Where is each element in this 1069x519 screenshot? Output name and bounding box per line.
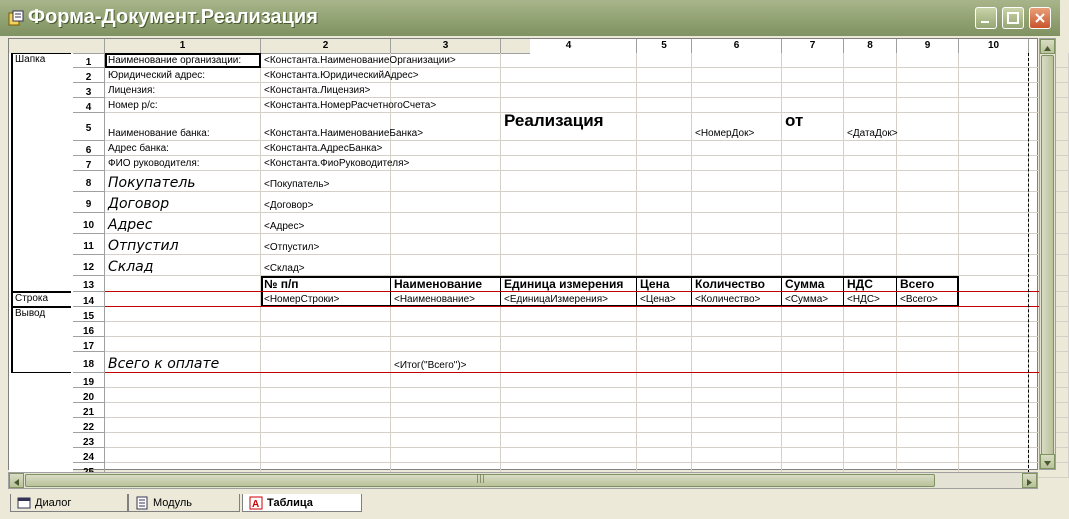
arrow-right-icon [1023, 476, 1036, 489]
cell-r10c1[interactable]: Адрес [108, 217, 153, 233]
grid-hline [105, 254, 1069, 255]
section-output[interactable]: Вывод [11, 307, 71, 373]
minimize-icon [979, 11, 993, 25]
row-header-4[interactable]: 4 [73, 98, 105, 113]
cell-r12c2[interactable]: <Склад> [264, 263, 305, 274]
window-title: Форма-Документ.Реализация [28, 6, 318, 28]
row-header-23[interactable]: 23 [73, 433, 105, 448]
cell-r5c8[interactable]: <ДатаДок> [847, 128, 898, 139]
tab-bar [8, 492, 1056, 514]
row-header-18[interactable]: 18 [73, 352, 105, 373]
arrow-down-icon [1041, 457, 1054, 470]
grid-vline [500, 53, 501, 478]
cell-r13c9[interactable]: Всего [900, 277, 935, 291]
grid-hline [105, 82, 1069, 83]
arrow-left-icon [10, 476, 23, 489]
cell-r5c7[interactable]: от [785, 111, 804, 130]
cell-r11c1[interactable]: Отпустил [108, 238, 179, 254]
cell-r13c3[interactable]: Наименование [394, 277, 483, 291]
column-header-6[interactable]: 6 [692, 39, 782, 53]
column-header-7[interactable]: 7 [782, 39, 844, 53]
cell-r1c1[interactable]: Наименование организации: [108, 55, 242, 66]
cell-r9c1[interactable]: Договор [108, 196, 170, 212]
cell-r4c1[interactable]: Номер р/с: [108, 100, 158, 111]
grid-hline [105, 321, 1069, 322]
cell-r13c8[interactable]: НДС [847, 277, 873, 291]
maximize-button[interactable] [1002, 7, 1024, 29]
row-header-12[interactable]: 12 [73, 255, 105, 276]
cell-r3c1[interactable]: Лицензия: [108, 85, 156, 96]
row-header-6[interactable]: 6 [73, 141, 105, 156]
cell-r14c8[interactable]: <НДС> [847, 294, 880, 305]
scroll-down-button[interactable] [1040, 454, 1055, 469]
section-row[interactable]: Строка [11, 292, 71, 307]
cell-r14c7[interactable]: <Сумма> [785, 294, 829, 305]
cell-r13c6[interactable]: Количество [695, 277, 765, 291]
row-header-22[interactable]: 22 [73, 418, 105, 433]
cell-r5c1[interactable]: Наименование банка: [108, 128, 210, 139]
grid-vline [896, 53, 897, 478]
row-header-8[interactable]: 8 [73, 171, 105, 192]
page-boundary-line [1028, 53, 1029, 478]
cell-r13c2[interactable]: № п/п [264, 277, 299, 291]
cell-r13c7[interactable]: Сумма [785, 277, 825, 291]
row-header-10[interactable]: 10 [73, 213, 105, 234]
grid-hline [105, 191, 1069, 192]
scroll-grip: ||| [476, 474, 486, 484]
cell-r10c2[interactable]: <Адрес> [264, 221, 305, 232]
grid-hline [105, 351, 1069, 352]
title-bar[interactable] [0, 0, 1060, 36]
grid-vline [781, 53, 782, 478]
svg-text:A: A [252, 499, 260, 510]
column-header [9, 39, 1000, 54]
grid-hline [105, 155, 1069, 156]
row-header-15[interactable]: 15 [73, 307, 105, 322]
grid-hline [105, 336, 1069, 337]
close-button[interactable] [1029, 7, 1051, 29]
cell-r14c4[interactable]: <ЕдиницаИзмерения> [504, 294, 609, 305]
spreadsheet[interactable] [8, 38, 1038, 470]
cell-r2c2[interactable]: <Константа.ЮридическийАдрес> [264, 70, 419, 81]
horizontal-scroll-thumb[interactable] [25, 474, 935, 487]
column-header-3[interactable]: 3 [391, 39, 501, 53]
cell-r13c5[interactable]: Цена [640, 277, 670, 291]
cell-r5c2[interactable]: <Константа.НаименованиеБанка> [264, 128, 424, 139]
tab-dialog[interactable] [10, 494, 128, 512]
grid-hline [105, 387, 1069, 388]
maximize-icon [1006, 11, 1020, 25]
cell-r7c1[interactable]: ФИО руководителя: [108, 158, 200, 169]
row-header-16[interactable]: 16 [73, 322, 105, 337]
row-header-24[interactable]: 24 [73, 448, 105, 463]
row-header-7[interactable]: 7 [73, 156, 105, 171]
column-header-9[interactable]: 9 [897, 39, 959, 53]
grid-vline [843, 53, 844, 478]
row-header-5[interactable]: 5 [73, 113, 105, 141]
cell-r6c2[interactable]: <Константа.АдресБанка> [264, 143, 383, 154]
cell-r1c2[interactable]: <Константа.НаименованиеОрганизации> [264, 55, 456, 66]
grid-hline [105, 447, 1069, 448]
tab-dialog-label: Диалог [35, 497, 72, 509]
cell-r2c1[interactable]: Юридический адрес: [108, 70, 206, 81]
cell-r5c6[interactable]: <НомерДок> [695, 128, 755, 139]
grid-vline [958, 53, 959, 478]
row-header-17[interactable]: 17 [73, 337, 105, 352]
cell-r5c4[interactable]: Реализация [504, 111, 604, 130]
cell-r14c5[interactable]: <Цена> [640, 294, 676, 305]
column-header-5[interactable]: 5 [637, 39, 692, 53]
cell-r18c3[interactable]: <Итог("Всего")> [394, 360, 467, 371]
section-header[interactable]: Шапка [11, 53, 71, 292]
corner-header[interactable] [9, 39, 105, 53]
scroll-up-button[interactable] [1040, 39, 1055, 54]
grid-hline [105, 233, 1069, 234]
grid-hline [105, 140, 1069, 141]
grid-hline [105, 212, 1069, 213]
column-header-4[interactable]: 4 [501, 39, 637, 53]
cell-r11c2[interactable]: <Отпустил> [264, 242, 320, 253]
horizontal-scrollbar[interactable] [8, 472, 1038, 489]
grid-hline [105, 462, 1069, 463]
cell-r7c2[interactable]: <Константа.ФиоРуководителя> [264, 158, 410, 169]
cell-r13c4[interactable]: Единица измерения [504, 277, 624, 291]
vertical-scroll-thumb[interactable] [1041, 55, 1054, 455]
vertical-scrollbar[interactable] [1039, 38, 1056, 470]
section-boundary-line [105, 372, 1039, 373]
row-header-2[interactable]: 2 [73, 68, 105, 83]
grid-hline [105, 432, 1069, 433]
grid-hline [105, 170, 1069, 171]
tab-module-label: Модуль [153, 497, 192, 509]
table-icon [249, 496, 263, 510]
grid-vline [260, 53, 261, 478]
cell-r14c6[interactable]: <Количество> [695, 294, 761, 305]
cell-r8c2[interactable]: <Покупатель> [264, 179, 330, 190]
grid-vline [691, 53, 692, 478]
grid-hline [105, 97, 1069, 98]
cell-r14c9[interactable]: <Всего> [900, 294, 938, 305]
cell-r12c1[interactable]: Склад [108, 259, 154, 275]
column-header-8[interactable]: 8 [844, 39, 897, 53]
cell-r6c1[interactable]: Адрес банка: [108, 143, 169, 154]
grid-hline [105, 402, 1069, 403]
row-header-20[interactable]: 20 [73, 388, 105, 403]
scroll-left-button[interactable] [9, 473, 24, 488]
module-icon [135, 496, 149, 510]
cell-r8c1[interactable]: Покупатель [108, 175, 196, 191]
form-icon [8, 10, 24, 26]
minimize-button[interactable] [975, 7, 997, 29]
column-header-2[interactable]: 2 [261, 39, 391, 53]
cell-r14c2[interactable]: <НомерСтроки> [264, 294, 340, 305]
tab-table[interactable] [242, 494, 362, 512]
scroll-right-button[interactable] [1022, 473, 1037, 488]
row-header-9[interactable]: 9 [73, 192, 105, 213]
tab-table-label: Таблица [267, 497, 313, 509]
cell-r14c3[interactable]: <Наименование> [394, 294, 476, 305]
arrow-up-icon [1041, 42, 1054, 55]
section-area [9, 53, 73, 473]
row-header-1[interactable]: 1 [73, 53, 105, 68]
cell-r18c1[interactable]: Всего к оплате [108, 356, 220, 372]
row-header-3[interactable]: 3 [73, 83, 105, 98]
grid-hline [105, 417, 1069, 418]
close-icon [1033, 11, 1047, 25]
row-header-11[interactable]: 11 [73, 234, 105, 255]
cell-r4c2[interactable]: <Константа.НомерРасчетногоСчета> [264, 100, 437, 111]
column-header-1[interactable]: 1 [105, 39, 261, 53]
cell-r9c2[interactable]: <Договор> [264, 200, 314, 211]
section-boundary-line [105, 306, 1039, 307]
row-header-21[interactable]: 21 [73, 403, 105, 418]
cell-r3c2[interactable]: <Константа.Лицензия> [264, 85, 371, 96]
column-header-10[interactable]: 10 [959, 39, 1029, 53]
dialog-icon [17, 496, 31, 510]
row-header-19[interactable]: 19 [73, 373, 105, 388]
grid-vline [636, 53, 637, 478]
section-boundary-line [105, 291, 1039, 292]
grid-vline [390, 53, 391, 478]
row-header-14[interactable]: 14 [73, 292, 105, 307]
tab-module[interactable] [128, 494, 240, 512]
row-header-13[interactable]: 13 [73, 276, 105, 292]
